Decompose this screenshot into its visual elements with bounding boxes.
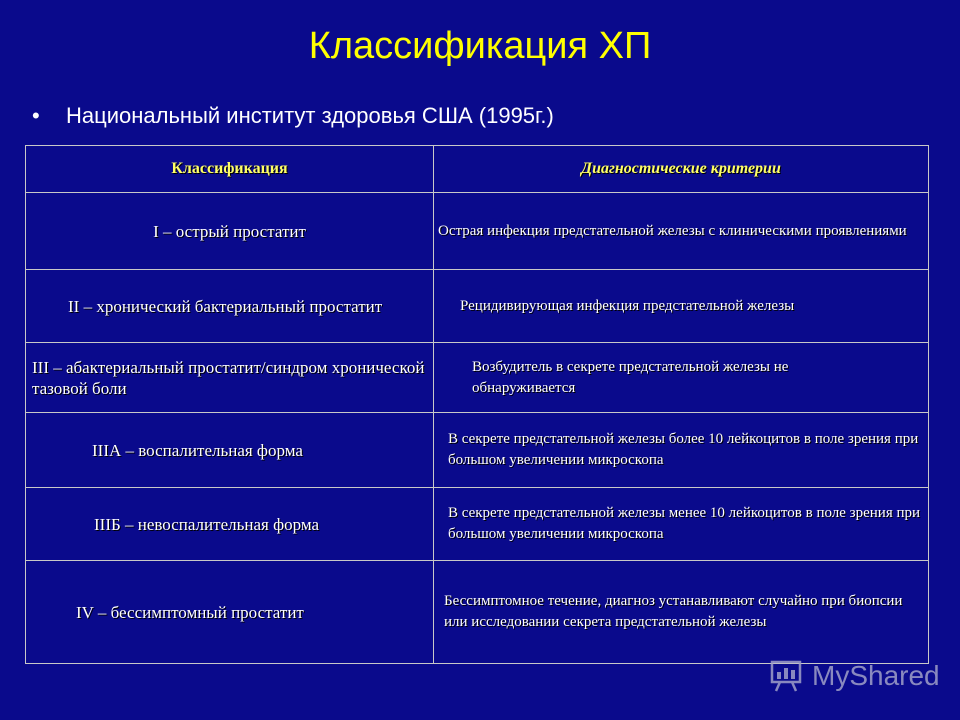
row-classification: III – абактериальный простатит/синдром хронической тазовой боли — [26, 343, 434, 413]
classification-table — [25, 145, 929, 664]
row-criteria: Острая инфекция предстательной железы с клиническими проявлениями — [434, 193, 929, 270]
table-row — [26, 193, 929, 270]
table-row — [26, 413, 929, 488]
presentation-board-icon — [768, 658, 804, 694]
bullet-line — [32, 98, 554, 134]
row-criteria: В секрете предстательной железы менее 10 лейкоцитов в поле зрения при большом увеличении микроскопа — [434, 488, 929, 561]
watermark-logo — [768, 656, 948, 696]
header-criteria: Диагностические критерии — [434, 146, 929, 193]
row-criteria: Возбудитель в секрете предстательной железы не обнаруживается — [434, 343, 929, 413]
row-classification: IV – бессимптомный простатит — [26, 561, 434, 664]
row-classification: IIIБ – невоспалительная форма — [26, 488, 434, 561]
row-criteria: Рецидивирующая инфекция предстательной железы — [434, 270, 929, 343]
table-row — [26, 561, 929, 664]
table-row — [26, 270, 929, 343]
table-row — [26, 488, 929, 561]
row-classification: IIIА – воспалительная форма — [26, 413, 434, 488]
row-criteria: В секрете предстательной железы более 10 лейкоцитов в поле зрения при большом увеличении микроскопа — [434, 413, 929, 488]
bullet-dot: • — [32, 103, 40, 128]
watermark-text: MyShared — [812, 660, 940, 691]
slide-title: Классификация ХП — [308, 25, 652, 67]
row-classification: II – хронический бактериальный простатит — [26, 270, 434, 343]
header-classification: Классификация — [26, 146, 434, 193]
table-header-row — [26, 146, 929, 193]
bullet-text: Национальный институт здоровья США (1995г.) — [66, 103, 554, 128]
row-criteria: Бессимптомное течение, диагноз устанавливают случайно при биопсии или исследовании секрета предстательной железы — [434, 561, 929, 664]
table-row — [26, 343, 929, 413]
row-classification: I – острый простатит — [26, 193, 434, 270]
